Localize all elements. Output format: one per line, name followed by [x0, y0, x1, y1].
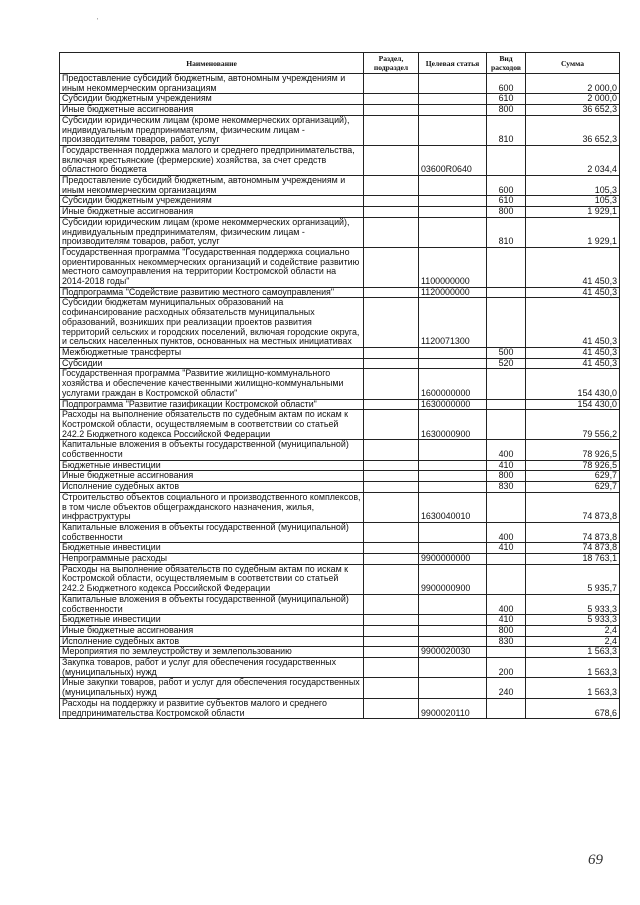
- cell-target: [419, 482, 487, 493]
- cell-target: [419, 115, 487, 145]
- cell-name: Мероприятия по землеустройству и землепользованию: [60, 647, 364, 658]
- cell-target: [419, 358, 487, 369]
- cell-section: [364, 115, 419, 145]
- cell-vid: 810: [487, 217, 526, 247]
- cell-name: Субсидии: [60, 358, 364, 369]
- cell-sum: 2 000,0: [526, 74, 620, 94]
- table-row: [60, 492, 620, 522]
- cell-sum: 5 933,3: [526, 615, 620, 626]
- cell-vid: [487, 410, 526, 440]
- table-row: [60, 369, 620, 399]
- cell-name: Исполнение судебных актов: [60, 482, 364, 493]
- cell-vid: [487, 287, 526, 298]
- cell-target: 9900000900: [419, 564, 487, 594]
- table-row: [60, 594, 620, 614]
- table-row: [60, 176, 620, 196]
- cell-sum: 18 763,1: [526, 554, 620, 565]
- cell-vid: 410: [487, 615, 526, 626]
- cell-vid: 400: [487, 440, 526, 460]
- cell-section: [364, 554, 419, 565]
- cell-name: Бюджетные инвестиции: [60, 543, 364, 554]
- table-row: [60, 207, 620, 218]
- cell-section: [364, 94, 419, 105]
- cell-sum: 1 563,3: [526, 658, 620, 678]
- cell-name: Расходы на выполнение обязательств по судебным актам по искам к Костромской области, осуществляемым в соответствии со статьей 242.2 Бюджетного кодекса Российской Федерации: [60, 410, 364, 440]
- table-row: [60, 196, 620, 207]
- cell-section: [364, 636, 419, 647]
- cell-vid: 800: [487, 471, 526, 482]
- cell-section: [364, 176, 419, 196]
- table-row: [60, 625, 620, 636]
- cell-sum: 1 563,3: [526, 647, 620, 658]
- col-header-sum: Сумма: [526, 53, 620, 74]
- cell-name: Непрограммные расходы: [60, 554, 364, 565]
- cell-target: 1630040010: [419, 492, 487, 522]
- cell-vid: [487, 399, 526, 410]
- cell-target: [419, 460, 487, 471]
- cell-target: [419, 543, 487, 554]
- cell-sum: 154 430,0: [526, 399, 620, 410]
- cell-name: Бюджетные инвестиции: [60, 615, 364, 626]
- cell-section: [364, 347, 419, 358]
- cell-section: [364, 196, 419, 207]
- cell-name: Государственная поддержка малого и среднего предпринимательства, включая крестьянские (фермерские) хозяйства, за счет средств областного бюджета: [60, 145, 364, 175]
- cell-sum: 78 926,5: [526, 440, 620, 460]
- table-row: [60, 287, 620, 298]
- cell-section: [364, 74, 419, 94]
- cell-section: [364, 482, 419, 493]
- cell-vid: 400: [487, 522, 526, 542]
- table-row: [60, 440, 620, 460]
- table-row: [60, 217, 620, 247]
- cell-section: [364, 217, 419, 247]
- cell-sum: 2 034,4: [526, 145, 620, 175]
- cell-name: Расходы на поддержку и развитие субъектов малого и среднего предпринимательства Костромской области: [60, 698, 364, 718]
- cell-sum: 74 873,8: [526, 543, 620, 554]
- cell-section: [364, 410, 419, 440]
- page-number: 69: [588, 852, 603, 868]
- cell-section: [364, 564, 419, 594]
- table-row: [60, 698, 620, 718]
- cell-target: [419, 678, 487, 698]
- cell-target: 03600R0640: [419, 145, 487, 175]
- table-row: [60, 564, 620, 594]
- cell-sum: 2,4: [526, 636, 620, 647]
- cell-sum: 105,3: [526, 196, 620, 207]
- table-row: [60, 247, 620, 287]
- cell-name: Подпрограмма "Содействие развитию местного самоуправления": [60, 287, 364, 298]
- table-row: [60, 94, 620, 105]
- table-row: [60, 105, 620, 116]
- cell-vid: [487, 564, 526, 594]
- cell-section: [364, 678, 419, 698]
- cell-vid: 830: [487, 482, 526, 493]
- cell-name: Субсидии бюджетным учреждениям: [60, 94, 364, 105]
- cell-sum: 5 933,3: [526, 594, 620, 614]
- cell-vid: 400: [487, 594, 526, 614]
- cell-section: [364, 658, 419, 678]
- cell-sum: 79 556,2: [526, 410, 620, 440]
- cell-section: [364, 358, 419, 369]
- table-row: [60, 482, 620, 493]
- cell-target: [419, 74, 487, 94]
- table-row: [60, 145, 620, 175]
- cell-vid: 410: [487, 543, 526, 554]
- cell-target: [419, 636, 487, 647]
- cell-section: [364, 471, 419, 482]
- table-row: [60, 647, 620, 658]
- table-row: [60, 115, 620, 145]
- cell-vid: [487, 298, 526, 348]
- table-body: [60, 74, 620, 719]
- cell-sum: 41 450,3: [526, 298, 620, 348]
- table-row: [60, 554, 620, 565]
- table-row: [60, 615, 620, 626]
- cell-vid: [487, 647, 526, 658]
- cell-target: [419, 347, 487, 358]
- cell-target: [419, 522, 487, 542]
- cell-sum: 629,7: [526, 471, 620, 482]
- cell-name: Государственная программа "Развитие жилищно-коммунального хозяйства и обеспечение качественными жилищно-коммунальными услугами граждан в Костромской области": [60, 369, 364, 399]
- cell-name: Капитальные вложения в объекты государственной (муниципальной) собственности: [60, 522, 364, 542]
- table-row: [60, 410, 620, 440]
- cell-target: 1630000000: [419, 399, 487, 410]
- cell-sum: 41 450,3: [526, 247, 620, 287]
- cell-name: Субсидии бюджетам муниципальных образований на софинансирование расходных обязательств муниципальных образований, возникших при реализации проектов развития территорий сельских и городских поселений, включая городские округа, и сельских населенных пунктов, основанных на местных инициативах: [60, 298, 364, 348]
- cell-target: 1100000000: [419, 247, 487, 287]
- cell-vid: 800: [487, 625, 526, 636]
- cell-sum: 36 652,3: [526, 115, 620, 145]
- cell-name: Иные закупки товаров, работ и услуг для обеспечения государственных (муниципальных) нужд: [60, 678, 364, 698]
- cell-section: [364, 492, 419, 522]
- cell-vid: [487, 247, 526, 287]
- cell-vid: 830: [487, 636, 526, 647]
- cell-sum: 1 563,3: [526, 678, 620, 698]
- table-row: [60, 298, 620, 348]
- cell-section: [364, 369, 419, 399]
- cell-vid: 600: [487, 74, 526, 94]
- cell-vid: [487, 698, 526, 718]
- cell-sum: 74 873,8: [526, 522, 620, 542]
- cell-target: [419, 176, 487, 196]
- cell-sum: 154 430,0: [526, 369, 620, 399]
- cell-section: [364, 647, 419, 658]
- cell-name: Капитальные вложения в объекты государственной (муниципальной) собственности: [60, 594, 364, 614]
- cell-vid: 500: [487, 347, 526, 358]
- cell-vid: 410: [487, 460, 526, 471]
- cell-section: [364, 440, 419, 460]
- cell-target: [419, 471, 487, 482]
- cell-name: Субсидии бюджетным учреждениям: [60, 196, 364, 207]
- cell-section: [364, 615, 419, 626]
- col-header-name: Наименование: [60, 53, 364, 74]
- cell-name: Субсидии юридическим лицам (кроме некоммерческих организаций), индивидуальным предпринимателям, физическим лицам - производителям товаров, работ, услуг: [60, 217, 364, 247]
- cell-target: [419, 94, 487, 105]
- cell-section: [364, 594, 419, 614]
- cell-vid: 800: [487, 207, 526, 218]
- cell-section: [364, 460, 419, 471]
- budget-document: [59, 52, 619, 719]
- cell-vid: [487, 554, 526, 565]
- cell-vid: 810: [487, 115, 526, 145]
- cell-vid: 600: [487, 176, 526, 196]
- table-row: [60, 543, 620, 554]
- cell-name: Строительство объектов социального и производственного комплексов, в том числе объектов общегражданского назначения, жилья, инфраструктуры: [60, 492, 364, 522]
- cell-section: [364, 247, 419, 287]
- table-row: [60, 460, 620, 471]
- table-row: [60, 347, 620, 358]
- cell-name: Расходы на выполнение обязательств по судебным актам по искам к Костромской области, осуществляемым в соответствии со статьей 242.2 Бюджетного кодекса Российской Федерации: [60, 564, 364, 594]
- cell-sum: 678,6: [526, 698, 620, 718]
- cell-sum: 1 929,1: [526, 217, 620, 247]
- cell-sum: 105,3: [526, 176, 620, 196]
- cell-name: Иные бюджетные ассигнования: [60, 207, 364, 218]
- cell-sum: 41 450,3: [526, 287, 620, 298]
- cell-sum: 41 450,3: [526, 358, 620, 369]
- col-header-section: Раздел, подраздел: [364, 53, 419, 74]
- cell-name: Иные бюджетные ассигнования: [60, 471, 364, 482]
- cell-section: [364, 105, 419, 116]
- cell-sum: 2,4: [526, 625, 620, 636]
- cell-target: 1630000900: [419, 410, 487, 440]
- cell-sum: 2 000,0: [526, 94, 620, 105]
- cell-name: Субсидии юридическим лицам (кроме некоммерческих организаций), индивидуальным предпринимателям, физическим лицам - производителям товаров, работ, услуг: [60, 115, 364, 145]
- cell-target: 9900020030: [419, 647, 487, 658]
- col-header-vid: Вид расходов: [487, 53, 526, 74]
- table-row: [60, 399, 620, 410]
- cell-name: Исполнение судебных актов: [60, 636, 364, 647]
- cell-name: Иные бюджетные ассигнования: [60, 625, 364, 636]
- table-row: [60, 678, 620, 698]
- cell-sum: 74 873,8: [526, 492, 620, 522]
- cell-target: 9900020110: [419, 698, 487, 718]
- cell-name: Закупка товаров, работ и услуг для обеспечения государственных (муниципальных) нужд: [60, 658, 364, 678]
- cell-section: [364, 298, 419, 348]
- cell-section: [364, 145, 419, 175]
- cell-vid: 520: [487, 358, 526, 369]
- cell-target: [419, 615, 487, 626]
- cell-vid: [487, 369, 526, 399]
- cell-sum: 1 929,1: [526, 207, 620, 218]
- table-row: [60, 636, 620, 647]
- cell-vid: 610: [487, 196, 526, 207]
- cell-section: [364, 207, 419, 218]
- table-row: [60, 522, 620, 542]
- cell-vid: 800: [487, 105, 526, 116]
- cell-name: Бюджетные инвестиции: [60, 460, 364, 471]
- cell-section: [364, 287, 419, 298]
- table-row: [60, 471, 620, 482]
- table-row: [60, 74, 620, 94]
- cell-target: [419, 196, 487, 207]
- cell-sum: 36 652,3: [526, 105, 620, 116]
- cell-target: 1120071300: [419, 298, 487, 348]
- cell-section: [364, 698, 419, 718]
- cell-section: [364, 543, 419, 554]
- cell-target: [419, 625, 487, 636]
- cell-vid: [487, 492, 526, 522]
- cell-name: Капитальные вложения в объекты государственной (муниципальной) собственности: [60, 440, 364, 460]
- col-header-target: Целевая статья: [419, 53, 487, 74]
- cell-sum: 5 935,7: [526, 564, 620, 594]
- table-row: [60, 658, 620, 678]
- cell-sum: 629,7: [526, 482, 620, 493]
- cell-vid: [487, 145, 526, 175]
- cell-target: [419, 594, 487, 614]
- cell-sum: 78 926,5: [526, 460, 620, 471]
- cell-target: [419, 658, 487, 678]
- cell-name: Государственная программа "Государственная поддержка социально ориентированных некоммерческих организаций и содействие развитию местного самоуправления на территории Костромской области на 2014-2018 годы": [60, 247, 364, 287]
- scan-mark: ': [97, 18, 99, 25]
- cell-name: Предоставление субсидий бюджетным, автономным учреждениям и иным некоммерческим организациям: [60, 74, 364, 94]
- cell-target: [419, 440, 487, 460]
- cell-target: 1600000000: [419, 369, 487, 399]
- cell-section: [364, 522, 419, 542]
- cell-vid: 240: [487, 678, 526, 698]
- cell-target: 9900000000: [419, 554, 487, 565]
- cell-target: [419, 105, 487, 116]
- cell-target: 1120000000: [419, 287, 487, 298]
- cell-vid: 610: [487, 94, 526, 105]
- cell-name: Подпрограмма "Развитие газификации Костромской области": [60, 399, 364, 410]
- cell-sum: 41 450,3: [526, 347, 620, 358]
- cell-name: Предоставление субсидий бюджетным, автономным учреждениям и иным некоммерческим организациям: [60, 176, 364, 196]
- cell-section: [364, 399, 419, 410]
- cell-name: Иные бюджетные ассигнования: [60, 105, 364, 116]
- table-header-row: [60, 53, 620, 74]
- cell-target: [419, 207, 487, 218]
- cell-target: [419, 217, 487, 247]
- cell-section: [364, 625, 419, 636]
- table-row: [60, 358, 620, 369]
- cell-name: Межбюджетные трансферты: [60, 347, 364, 358]
- cell-vid: 200: [487, 658, 526, 678]
- budget-table: [59, 52, 620, 719]
